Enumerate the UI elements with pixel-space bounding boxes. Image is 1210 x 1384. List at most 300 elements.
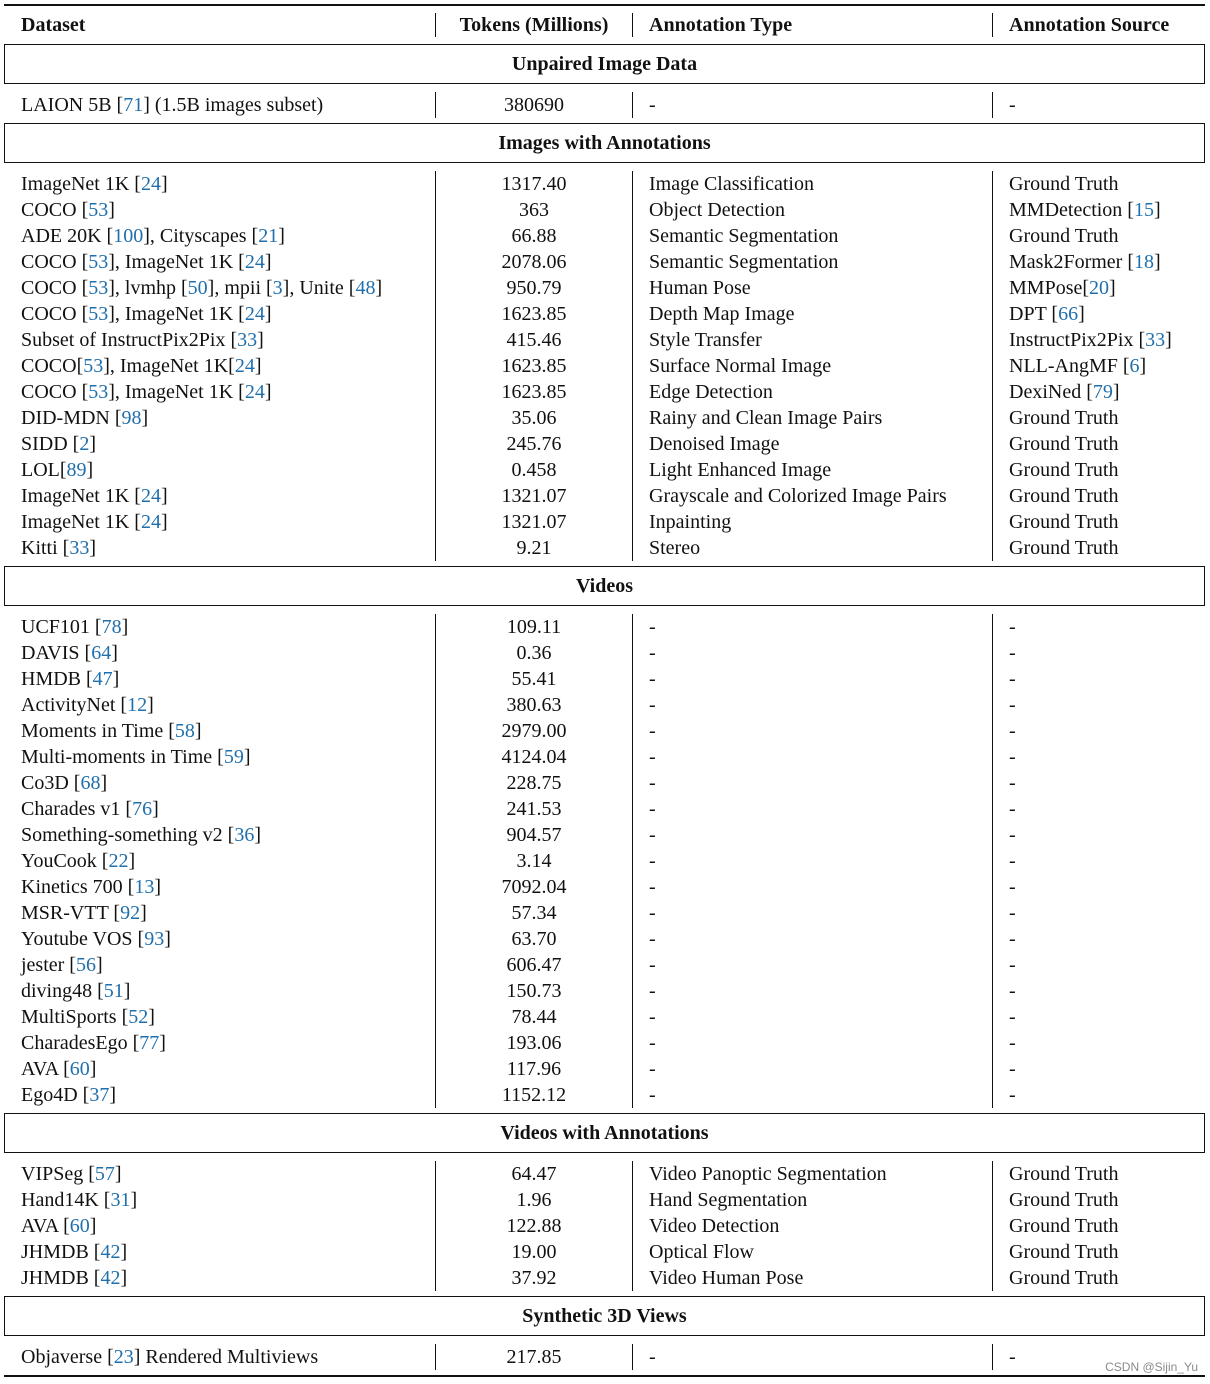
cell-text: - [1009,797,1016,820]
cell-text: Human Pose [649,276,751,299]
tokens-cell: 1623.85 [435,379,632,405]
bottom-rule [4,1375,1205,1377]
citation-link[interactable]: 47 [92,667,113,690]
tokens-cell: 55.41 [435,666,632,692]
cell-text: Ground Truth [1009,536,1119,559]
table-row [4,1004,1205,1030]
cell-text: Video Panoptic Segmentation [649,1162,887,1185]
annotation-source-cell [992,614,1205,640]
dataset-cell [4,692,435,718]
citation-link[interactable]: 79 [1092,380,1113,403]
citation-link[interactable]: 37 [89,1083,110,1106]
citation-link[interactable]: 64 [91,641,112,664]
annotation-source-cell [992,1161,1205,1187]
table-row [4,249,1205,275]
dataset-cell [4,535,435,561]
cell-text: ] [140,901,147,924]
annotation-source-cell [992,197,1205,223]
citation-link[interactable]: 77 [139,1031,160,1054]
cell-text: - [649,901,656,924]
table-row [4,301,1205,327]
citation-link[interactable]: 42 [100,1240,121,1263]
citation-link[interactable]: 13 [134,875,155,898]
tokens-cell: 122.88 [435,1213,632,1239]
cell-text: ] [89,432,97,455]
cell-text: diving48 [ [21,979,104,1002]
cell-text: - [649,927,656,950]
table-row [4,1056,1205,1082]
citation-link[interactable]: 76 [132,797,153,820]
annotation-source-cell [992,1082,1205,1108]
annotation-source-cell [992,223,1205,249]
citation-link[interactable]: 33 [1145,328,1166,351]
tokens-cell: 35.06 [435,405,632,431]
cell-text: ] [159,1031,166,1054]
tokens-cell: 57.34 [435,900,632,926]
watermark: CSDN @Sijin_Yu [1105,1360,1198,1374]
dataset-cell [4,874,435,900]
cell-text: ] [109,1083,116,1106]
cell-text: - [649,719,656,742]
cell-text: - [649,745,656,768]
citation-link[interactable]: 71 [123,93,144,116]
cell-text: - [649,615,656,638]
section-header: Images with Annotations [4,123,1205,163]
cell-text: Grayscale and Colorized Image Pairs [649,484,947,507]
cell-text: - [649,979,656,1002]
cell-text: ] [128,849,136,872]
table-row [4,978,1205,1004]
citation-link[interactable]: 42 [100,1266,121,1289]
annotation-source-cell [992,275,1205,301]
citation-link[interactable]: 24 [234,354,255,377]
tokens-cell: 1317.40 [435,171,632,197]
citation-link[interactable]: 53 [83,354,104,377]
dataset-cell [4,1082,435,1108]
cell-text: jester [ [21,953,76,976]
annotation-source-cell [992,353,1205,379]
citation-link[interactable]: 78 [101,615,122,638]
table-row [4,405,1205,431]
cell-text: - [649,849,656,872]
dataset-cell [4,926,435,952]
cell-text: ] [130,1188,138,1211]
tokens-cell: 150.73 [435,978,632,1004]
table-row [4,848,1205,874]
dataset-cell [4,405,435,431]
tokens-cell: 1321.07 [435,509,632,535]
tokens-cell: 606.47 [435,952,632,978]
cell-text: Inpainting [649,510,732,533]
tokens-cell: 1152.12 [435,1082,632,1108]
cell-text: MSR-VTT [ [21,901,121,924]
cell-text: ] [160,484,168,507]
annotation-source-cell [992,249,1205,275]
annotation-source-cell [992,327,1205,353]
cell-text: LAION 5B [ [21,93,124,116]
tokens-cell: 363 [435,197,632,223]
cell-text: Semantic Segmentation [649,224,839,247]
dataset-cell [4,171,435,197]
citation-link[interactable]: 33 [237,328,258,351]
annotation-type-cell [632,509,992,535]
tokens-cell: 2979.00 [435,718,632,744]
annotation-type-cell [632,223,992,249]
cell-text: - [649,875,656,898]
annotation-source-cell [992,457,1205,483]
section-rows [4,606,1205,1113]
citation-link[interactable]: 15 [1133,198,1154,221]
cell-text: Hand14K [ [21,1188,111,1211]
annotation-type-cell [632,327,992,353]
annotation-type-cell [632,92,992,118]
cell-text: - [649,797,656,820]
citation-link[interactable]: 57 [94,1162,115,1185]
annotation-type-cell [632,1082,992,1108]
citation-link[interactable]: 12 [127,693,148,716]
table-row [4,770,1205,796]
citation-link[interactable]: 53 [88,250,109,273]
cell-text: ] [257,328,264,351]
table-row [4,92,1205,118]
dataset-cell [4,483,435,509]
cell-text: VIPSeg [ [21,1162,95,1185]
annotation-type-cell [632,692,992,718]
cell-text: MMDetection [ [1009,198,1134,221]
table-row [4,379,1205,405]
tokens-cell: 19.00 [435,1239,632,1265]
table-row [4,457,1205,483]
tokens-cell: 193.06 [435,1030,632,1056]
dataset-cell [4,978,435,1004]
cell-text: ] [1109,276,1116,299]
cell-text: COCO [ [21,276,89,299]
annotation-type-cell [632,1344,992,1370]
dataset-cell [4,1265,435,1291]
dataset-cell [4,301,435,327]
cell-text: - [649,1031,656,1054]
cell-text: COCO [ [21,198,89,221]
cell-text: Ground Truth [1009,484,1119,507]
table-row [4,223,1205,249]
dataset-cell [4,614,435,640]
citation-link[interactable]: 51 [103,979,124,1002]
annotation-type-cell [632,744,992,770]
cell-text: NLL-AngMF [ [1009,354,1130,377]
dataset-cell [4,1344,435,1370]
tokens-cell: 217.85 [435,1344,632,1370]
citation-link[interactable]: 23 [113,1345,134,1368]
cell-text: Ground Truth [1009,406,1119,429]
cell-text: ] [100,771,108,794]
cell-text: ] [114,1162,122,1185]
cell-text: ], Unite [ [282,276,356,299]
section-rows [4,84,1205,123]
annotation-type-cell [632,405,992,431]
cell-text: Mask2Former [ [1009,250,1134,273]
cell-text: - [1009,1005,1016,1028]
citation-link[interactable]: 48 [355,276,376,299]
citation-link[interactable]: 53 [88,198,109,221]
citation-link[interactable]: 18 [1133,250,1154,273]
tokens-cell: 1321.07 [435,483,632,509]
citation-link[interactable]: 93 [144,927,165,950]
cell-text: ] [86,458,94,481]
cell-text: InstructPix2Pix [ [1009,328,1146,351]
table-row [4,509,1205,535]
cell-text: ] [89,536,97,559]
annotation-source-cell [992,405,1205,431]
annotation-source-cell [992,770,1205,796]
cell-text: - [1009,823,1016,846]
cell-text: - [1009,979,1016,1002]
annotation-source-cell [992,796,1205,822]
cell-text: ] [264,380,272,403]
cell-text: ] [95,953,103,976]
cell-text: Denoised Image [649,432,780,455]
header-tokens: Tokens (Millions) [435,13,632,37]
table-row [4,171,1205,197]
cell-text: Objaverse [ [21,1345,114,1368]
citation-link[interactable]: 50 [187,276,208,299]
cell-text: - [1009,693,1016,716]
citation-link[interactable]: 66 [1058,302,1079,325]
tokens-cell: 1.96 [435,1187,632,1213]
citation-link[interactable]: 98 [121,406,142,429]
cell-text: Optical Flow [649,1240,754,1263]
cell-text: HMDB [ [21,667,93,690]
citation-link[interactable]: 24 [244,302,265,325]
annotation-type-cell [632,483,992,509]
citation-link[interactable]: 60 [69,1214,90,1237]
dataset-cell [4,848,435,874]
annotation-type-cell [632,301,992,327]
cell-text: ] [1153,198,1161,221]
annotation-source-cell [992,431,1205,457]
tokens-cell: 66.88 [435,223,632,249]
table-row [4,614,1205,640]
cell-text: ] [254,354,262,377]
citation-link[interactable]: 52 [128,1005,149,1028]
cell-text: Object Detection [649,198,786,221]
cell-text: COCO [ [21,380,89,403]
cell-text: - [649,1345,656,1368]
cell-text: Rainy and Clean Image Pairs [649,406,883,429]
citation-link[interactable]: 56 [75,953,96,976]
annotation-type-cell [632,848,992,874]
cell-text: Kinetics 700 [ [21,875,135,898]
annotation-source-cell [992,926,1205,952]
cell-text: - [1009,771,1016,794]
cell-text: Surface Normal Image [649,354,832,377]
cell-text: ] [152,797,159,820]
citation-link[interactable]: 92 [120,901,141,924]
cell-text: Moments in Time [ [21,719,175,742]
citation-link[interactable]: 53 [88,302,109,325]
citation-link[interactable]: 24 [244,250,265,273]
section-header: Videos [4,566,1205,606]
annotation-type-cell [632,1239,992,1265]
dataset-cell [4,353,435,379]
citation-link[interactable]: 6 [1129,354,1140,377]
citation-link[interactable]: 3 [272,276,283,299]
cell-text: ] [89,1057,97,1080]
tokens-cell: 37.92 [435,1265,632,1291]
cell-text: ] Rendered Multiviews [133,1345,319,1368]
table-row [4,1161,1205,1187]
table-row [4,796,1205,822]
dataset-cell [4,718,435,744]
table-row [4,483,1205,509]
cell-text: AVA [ [21,1214,70,1237]
citation-link[interactable]: 100 [113,224,144,247]
annotation-type-cell [632,249,992,275]
cell-text: ] [278,224,285,247]
tokens-cell: 380690 [435,92,632,118]
tokens-cell: 64.47 [435,1161,632,1187]
header-annotation-source: Annotation Source [992,13,1205,37]
cell-text: MultiSports [ [21,1005,129,1028]
annotation-type-cell [632,1030,992,1056]
cell-text: DID-MDN [ [21,406,122,429]
cell-text: ], ImageNet 1K[ [103,354,235,377]
cell-text: JHMDB [ [21,1240,101,1263]
citation-link[interactable]: 33 [69,536,90,559]
citation-link[interactable]: 24 [140,510,161,533]
cell-text: - [1009,1345,1016,1368]
annotation-source-cell [992,509,1205,535]
annotation-source-cell [992,1187,1205,1213]
citation-link[interactable]: 53 [88,276,109,299]
section-rows [4,1153,1205,1296]
cell-text: - [1009,849,1016,872]
citation-link[interactable]: 59 [223,745,244,768]
annotation-source-cell [992,952,1205,978]
citation-link[interactable]: 22 [108,849,129,872]
cell-text: - [1009,953,1016,976]
cell-text: - [649,1083,656,1106]
cell-text: ] [120,1266,128,1289]
cell-text: ] [160,172,168,195]
cell-text: - [1009,1083,1016,1106]
cell-text: COCO [ [21,250,89,273]
cell-text: Video Human Pose [649,1266,804,1289]
cell-text: ] [108,198,115,221]
annotation-source-cell [992,1004,1205,1030]
annotation-source-cell [992,379,1205,405]
citation-link[interactable]: 21 [258,224,279,247]
table-row [4,640,1205,666]
cell-text: - [649,1057,656,1080]
citation-link[interactable]: 58 [174,719,195,742]
dataset-cell [4,640,435,666]
citation-link[interactable]: 53 [88,380,109,403]
cell-text: ImageNet 1K [ [21,510,141,533]
cell-text: ActivityNet [ [21,693,128,716]
cell-text: - [649,93,656,116]
dataset-cell [4,327,435,353]
annotation-source-cell [992,483,1205,509]
tokens-cell: 9.21 [435,535,632,561]
citation-link[interactable]: 24 [140,484,161,507]
table-header [4,6,1205,44]
cell-text: Image Classification [649,172,814,195]
tokens-cell: 241.53 [435,796,632,822]
section-rows [4,163,1205,566]
citation-link[interactable]: 68 [80,771,101,794]
dataset-cell [4,197,435,223]
table-row [4,1082,1205,1108]
annotation-type-cell [632,379,992,405]
cell-text: - [1009,1031,1016,1054]
cell-text: UCF101 [ [21,615,102,638]
table-row [4,952,1205,978]
tokens-cell: 950.79 [435,275,632,301]
citation-link[interactable]: 24 [140,172,161,195]
table-row [4,535,1205,561]
cell-text: Ground Truth [1009,1214,1119,1237]
citation-link[interactable]: 31 [110,1188,131,1211]
cell-text: ] [123,979,131,1002]
cell-text: SIDD [ [21,432,80,455]
dataset-cell [4,822,435,848]
annotation-type-cell [632,535,992,561]
cell-text: ], ImageNet 1K [ [108,250,245,273]
cell-text: Ground Truth [1009,510,1119,533]
annotation-type-cell [632,952,992,978]
citation-link[interactable]: 2 [79,432,90,455]
tokens-cell: 7092.04 [435,874,632,900]
dataset-cell [4,457,435,483]
annotation-source-cell [992,978,1205,1004]
table-body [4,44,1205,1375]
tokens-cell: 228.75 [435,770,632,796]
annotation-type-cell [632,900,992,926]
cell-text: ] [194,719,202,742]
cell-text: Co3D [ [21,771,81,794]
citation-link[interactable]: 89 [66,458,87,481]
cell-text: Ground Truth [1009,1266,1119,1289]
cell-text: ], lvmhp [ [108,276,188,299]
annotation-source-cell [992,1030,1205,1056]
cell-text: ] [264,250,272,273]
citation-link[interactable]: 24 [244,380,265,403]
cell-text: COCO [ [21,302,89,325]
cell-text: - [1009,875,1016,898]
cell-text: - [1009,1057,1016,1080]
dataset-cell [4,92,435,118]
annotation-type-cell [632,796,992,822]
citation-link[interactable]: 36 [234,823,255,846]
section-rows [4,1336,1205,1375]
annotation-source-cell [992,1265,1205,1291]
citation-link[interactable]: 60 [69,1057,90,1080]
cell-text: ] [154,875,161,898]
cell-text: Subset of InstructPix2Pix [ [21,328,238,351]
section-header: Synthetic 3D Views [4,1296,1205,1336]
dataset-cell [4,249,435,275]
citation-link[interactable]: 20 [1089,276,1110,299]
cell-text: ] [1165,328,1172,351]
section-header: Videos with Annotations [4,1113,1205,1153]
dataset-cell [4,1004,435,1030]
cell-text: Depth Map Image [649,302,795,325]
cell-text: ] [120,1240,128,1263]
table-row [4,1213,1205,1239]
cell-text: ] [254,823,261,846]
cell-text: JHMDB [ [21,1266,101,1289]
table-row [4,900,1205,926]
